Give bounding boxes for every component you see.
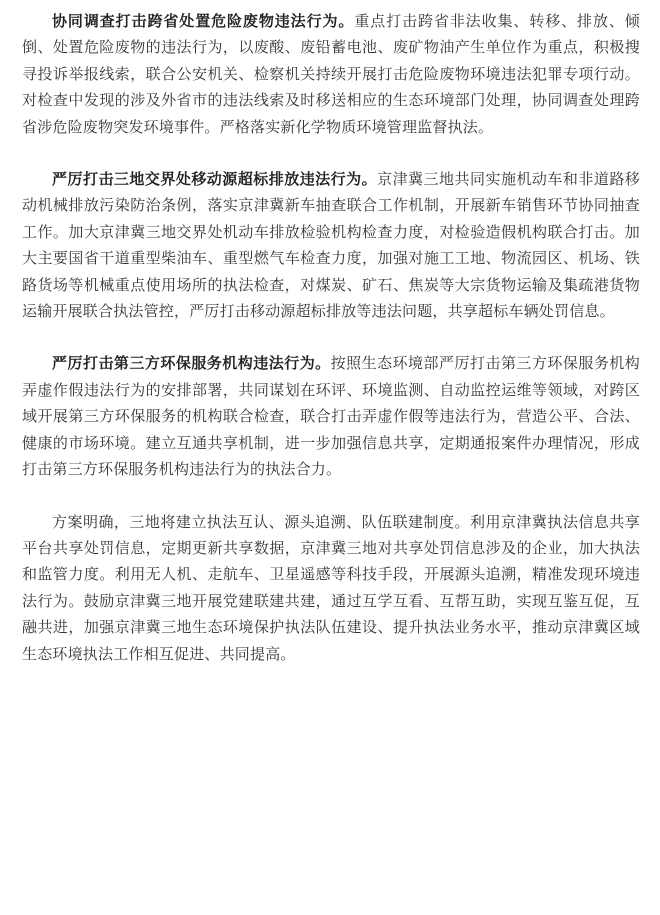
paragraph-text: 京津冀三地共同实施机动车和非道路移动机械排放污染防治条例，落实京津冀新车抽查联合工作机制，开展新车销售环节协同抽查工作。加大京津冀三地交界处机动车排放检验机构检查力度，对检验造假机构联合打击。加大主要国省干道重型柴油车、重型燃气车检查力度，加强对施工工地、物流园区、机场、铁路货场等机械重点使用场所的执法检查，对煤炭、矿石、焦炭等大宗货物运输及集疏港货物运输开展联合执法管控，严厉打击移动源超标排放等违法问题，共享超标车辆处罚信息。 — [22, 170, 641, 321]
paragraph-text: 按照生态环境部严厉打击第三方环保服务机构弄虚作假违法行为的安排部署，共同谋划在环评、环境监测、自动监控运维等领域，对跨区域开展第三方环保服务的机构联合检查，联合打击弄虚作假等违法行为，营造公平、合法、健康的市场环境。建立互通共享机制，进一步加强信息共享，定期通报案件办理情况，形成打击第三方环保服务机构违法行为的执法合力。 — [22, 354, 640, 479]
paragraph-plan-summary — [22, 509, 640, 667]
paragraph-hazardous-waste — [22, 8, 640, 140]
paragraph-third-party-services — [22, 350, 640, 482]
paragraph-heading: 严厉打击三地交界处移动源超标排放违法行为。 — [52, 170, 378, 189]
paragraph-text: 重点打击跨省非法收集、转移、排放、倾倒、处置危险废物的违法行为，以废酸、废铅蓄电池、废矿物油产生单位作为重点，积极搜寻投诉举报线索，联合公安机关、检察机关持续开展打击危险废物环境违法犯罪专项行动。对检查中发现的涉及外省市的违法线索及时移送相应的生态环境部门处理，协同调查处理跨省涉危险废物突发环境事件。严格落实新化学物质环境管理监督执法。 — [22, 12, 640, 136]
paragraph-text: 方案明确，三地将建立执法互认、源头追溯、队伍联建制度。利用京津冀执法信息共享平台共享处罚信息，定期更新共享数据，京津冀三地对共享处罚信息涉及的企业，加大执法和监管力度。利用无人机、走航车、卫星遥感等科技手段，开展源头追溯，精准发现环境违法行为。鼓励京津冀三地开展党建联建共建，通过互学互看、互帮互助，实现互鉴互促，互融共进，加强京津冀三地生态环境保护执法队伍建设、提升执法业务水平，推动京津冀区域生态环境执法工作相互促进、共同提高。 — [22, 512, 640, 663]
paragraph-heading: 协同调查打击跨省处置危险废物违法行为。 — [52, 12, 355, 30]
paragraph-heading: 严厉打击第三方环保服务机构违法行为。 — [52, 354, 331, 373]
paragraph-mobile-source-emissions — [22, 166, 640, 324]
